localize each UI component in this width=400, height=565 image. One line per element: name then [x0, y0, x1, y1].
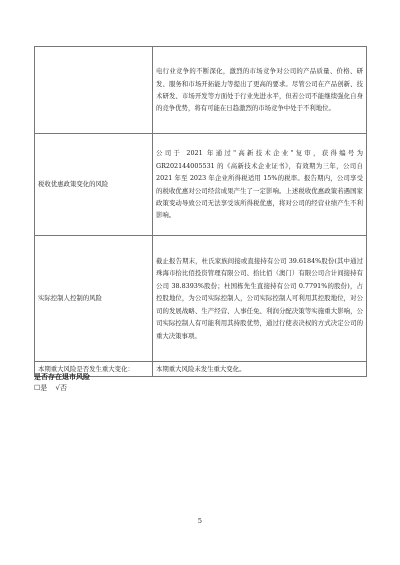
risk-table-body [35, 47, 367, 377]
table-row [35, 134, 367, 236]
risk-paragraph: 本期重大风险未发生重大变化。 [156, 364, 246, 373]
option-yes-checkbox[interactable]: ☐是 [34, 384, 48, 392]
risk-paragraph: 电行业竞争的不断深化，激烈的市场竞争对公司的产品质量、价格、研发、服务和市场开拓能力等提出了更高的要求。尽管公司在产品创新、技术研发、市场开发等方面处于行业先进水平，但若公司不能继续强化自身的竞争优势，将有可能在日趋激烈的市场竞争中处于不利地位。 [156, 67, 363, 113]
option-no-checkbox[interactable]: √否 [55, 384, 67, 392]
delisting-risk-title: 是否存在退市风险 [34, 372, 90, 381]
risk-paragraph: 公司于 2021 年通过"高新技术企业"复审，获得编号为GR202144005531 的《高新技术企业证书》，有效期为三年，公司自 2021 年至 2023 年企业所得税适用 15%的税率。报告期内，公司享受的税收优惠对公司经营成果产生了一定影响。上述税收优惠政策若遇国家政策变动导致公司无法享受该所得税优惠，将对公司的经营业绩产生不利影响。 [156, 149, 363, 220]
risk-name [35, 47, 153, 134]
risk-name: 本期重大风险是否发生重大变化： [35, 362, 153, 377]
risk-paragraph: 截止报告期末，杜氏家族间接或直接持有公司 39.6184%股份(其中通过珠海市拾比佰投资管理有限公司、拾比佰（澳门）有限公司合计间接持有公司 38.8393%股份；杜国栋先生直接持有公司 0.7791%的股份)，占控股地位，为公司实际控制人，公司实际控制人可利用其控股地位，对公司的发展战略、生产经营、人事任免、利润分配决策等实施重大影响，公司实际控制人有可能利用其持股优势，通过行使表决权的方式决定公司的重大决策事项。 [156, 257, 363, 340]
risk-description [153, 236, 367, 362]
risk-name: 税收优惠政策变化的风险 [35, 134, 153, 236]
table-row [35, 47, 367, 134]
delisting-risk-answer [34, 383, 73, 393]
risk-name: 实际控制人控制的风险 [35, 236, 153, 362]
table-row [35, 236, 367, 362]
risk-table [34, 46, 367, 377]
page-number: 5 [197, 517, 203, 525]
risk-description [153, 134, 367, 236]
risk-description [153, 47, 367, 134]
risk-description [153, 362, 367, 377]
